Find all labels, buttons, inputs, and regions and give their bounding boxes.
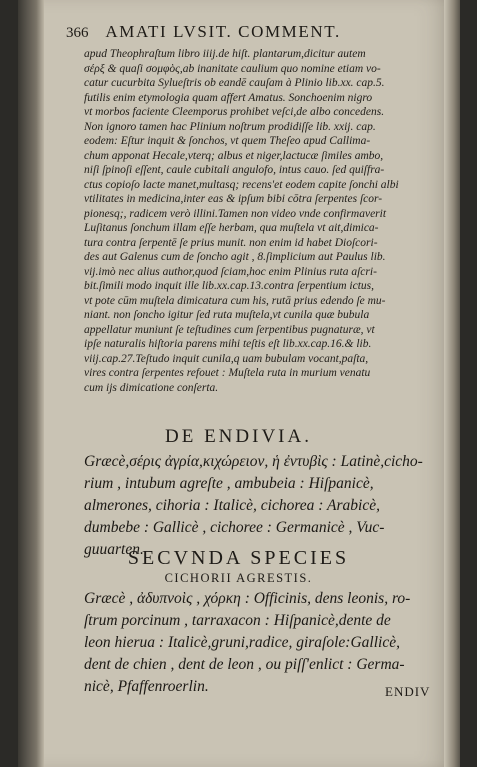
text-line: vt pote cūm muſtela dimicatura cum his, rutā prius edendo ſe mu-: [84, 294, 386, 307]
text-line: dent de chien , dent de leon , ou piſſ'enlict : Germa-: [84, 656, 405, 673]
text-line: ctus copioſo lacte manet,multasq; recens'et eodem capite ſonchi albi: [84, 178, 399, 191]
text-line: niant. non ſoncho igitur ſed ruta muſtela,vt cunila quæ bubula: [84, 309, 370, 321]
text-line: pionesq;, radicem verò illini.Tamen non video vnde confirmaverit: [84, 207, 387, 220]
text-line: cum ijs dimicatione conſerta.: [84, 381, 219, 394]
text-line: nicè, Pfaffenroerlin.: [84, 678, 209, 695]
text-line: tura contra ſerpentē ſe prius munit. non enim id habet Dioſcori-: [84, 236, 378, 249]
endivia-names-entry: [84, 451, 438, 561]
text-line: appellatur muniunt ſe teſtudines cum ſerpentibus pugnaturæ, vt: [84, 323, 375, 336]
text-line: σέρξ & quaſi σομφὸς,ab inanitate caulium quo nomine etiam vo-: [84, 62, 381, 75]
text-line: chum apponat Hecale,vterq; albus et niger,lactucæ ſimiles ambo,: [84, 149, 384, 162]
text-line: vij.imò nec alius author,quod ſciam,hoc enim Plinius ruta aſcri-: [84, 265, 377, 278]
section-heading-endivia: DE ENDIVIA.: [165, 426, 312, 447]
text-line: catur cucurbita Sylueſtris ob eandē cauſam à Plinio lib.xx. cap.5.: [84, 77, 385, 89]
text-line: Græcè,σέρις ἀγρία,κιχώρειον, ἡ ἐντυβὶς : Latinè,cicho-: [84, 453, 423, 470]
text-line: Luſitanus ſonchum illam eſſe herbam, qua muſtela vt ait,dimica-: [84, 222, 379, 234]
text-line: bit.ſimili modo inquit ille lib.xx.cap.13.contra ſerpentium ictus,: [84, 280, 375, 292]
text-line: futilis enim etymologia quam affert Amatus. Sonchoenim nigro: [84, 91, 373, 104]
text-line: Græcè , ἀδυπνοὶς , χόρκη : Officinis, dens leonis, ro-: [84, 590, 411, 607]
page-edge-shadow: [444, 0, 460, 767]
text-line: Non ignoro tamen hac Plinium noſtrum prodidiſſe lib. xxij. cap.: [84, 120, 376, 133]
running-title: AMATI LVSIT. COMMENT.: [105, 22, 341, 41]
text-line: vires contra ſerpentes refouet : Muſtela ruta in murium venatu: [84, 367, 371, 379]
page-gutter: [18, 0, 44, 767]
text-line: ſtrum porcinum , tarraxacon : Hiſpanicè,dente de: [84, 612, 391, 629]
text-line: dumbebe : Gallicè , cichoree : Germanicè , Vuc-: [84, 519, 385, 536]
text-line: vtilitates in medicina,inter eas & ipſum bibi cōtra ſerpentes ſcor-: [84, 193, 383, 205]
cichorium-names-entry: [84, 588, 438, 698]
text-line: almerones, cihoria : Italicè, cichorea : Arabicè,: [84, 497, 380, 514]
text-line: rium , intubum agreſte , ambubeia : Hiſpanicè,: [84, 475, 374, 492]
catchword: ENDIV: [385, 684, 431, 699]
commentary-text: [84, 47, 442, 395]
section-subheading-cichorii: CICHORII AGRESTIS.: [164, 571, 313, 585]
text-line: leon hierua : Italicè,gruni,radice, giraſole:Gallicè,: [84, 634, 400, 651]
section-heading-secunda-species: SECVNDA SPECIES: [127, 547, 350, 569]
text-line: vt morbos faciente Cleemporus prohibet veſci,de albo concedens.: [84, 106, 385, 118]
text-line: guuarten.: [84, 541, 144, 558]
text-line: niſi ſpinoſi eſſent, caule cubitali angulofo, intus cauo. ſed quiſfra-: [84, 164, 385, 176]
text-line: eodem: Eſtur inquit & ſonchos, vt quem Theſeo apud Callima-: [84, 135, 371, 147]
text-line: ipſe naturalis hiſtoria parens mihi teſtis eſt lib.xx.cap.16.& lib.: [84, 338, 372, 350]
text-line: viij.cap.27.Teſtudo inquit cunila,q uam bubulam vocant,paſta,: [84, 352, 369, 365]
running-header: [66, 22, 416, 42]
page-number: 366: [66, 25, 89, 41]
text-line: des aut Galenus cum de ſoncho agit , 8.ſimplicium aut Paulus lib.: [84, 251, 386, 263]
text-line: apud Theophraſtum libro iiij.de hiſt. plantarum,dicitur autem: [84, 48, 366, 60]
